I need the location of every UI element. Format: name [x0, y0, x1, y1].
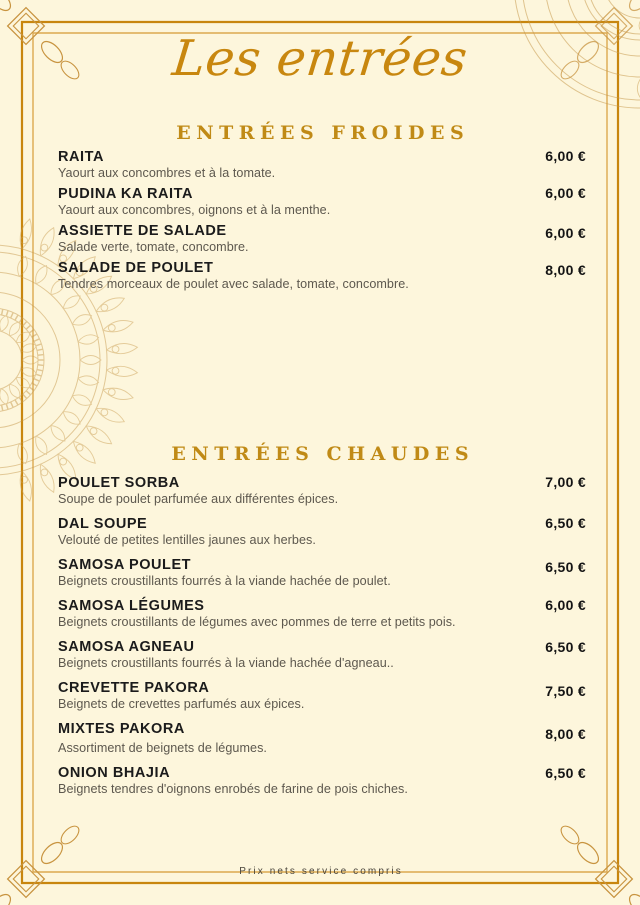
section-heading-hot-starters: ENTRÉES CHAUDES — [171, 443, 475, 465]
menu-item-price: 6,50 € — [545, 559, 586, 575]
menu-item-name: MIXTES PAKORA — [58, 721, 185, 737]
menu-list-cold-starters — [58, 148, 586, 296]
menu-item-description: Yaourt aux concombres, oignons et à la menthe. — [58, 203, 331, 217]
menu-item-price: 7,00 € — [545, 474, 586, 490]
footer-note: Prix nets service compris — [239, 866, 403, 877]
menu-item-name: PUDINA KA RAITA — [58, 186, 193, 202]
menu-item-description: Assortiment de beignets de légumes. — [58, 741, 267, 755]
menu-item-description: Beignets croustillants fourrés à la viande hachée de poulet. — [58, 574, 391, 588]
menu-item[interactable] — [58, 474, 586, 506]
menu-item[interactable] — [58, 764, 586, 796]
menu-item-description: Salade verte, tomate, concombre. — [58, 240, 249, 254]
menu-item-description: Beignets croustillants de légumes avec pommes de terre et petits pois. — [58, 615, 456, 629]
menu-item[interactable] — [58, 515, 586, 547]
menu-item[interactable] — [58, 222, 586, 254]
page-title: Les entrées — [169, 30, 471, 87]
ornament-bottom-right — [558, 823, 640, 905]
menu-item-description: Beignets de crevettes parfumés aux épices. — [58, 697, 305, 711]
menu-item-description: Beignets tendres d'oignons enrobés de farine de pois chiches. — [58, 782, 408, 796]
menu-list-hot-starters — [58, 474, 586, 805]
menu-item-price: 6,50 € — [545, 765, 586, 781]
menu-item-name: SAMOSA AGNEAU — [58, 639, 195, 655]
menu-item[interactable] — [58, 556, 586, 588]
menu-item-name: SAMOSA LÉGUMES — [58, 598, 205, 614]
menu-item-price: 6,00 € — [545, 597, 586, 613]
menu-item-name: ASSIETTE DE SALADE — [58, 223, 227, 239]
menu-item-name: POULET SORBA — [58, 475, 180, 491]
menu-item-price: 6,50 € — [545, 639, 586, 655]
menu-item-name: DAL SOUPE — [58, 516, 148, 532]
menu-item[interactable] — [58, 185, 586, 217]
menu-item-price: 6,00 € — [545, 225, 586, 241]
menu-item-price: 8,00 € — [545, 262, 586, 278]
menu-item-name: SALADE DE POULET — [58, 260, 214, 276]
menu-item-name: ONION BHAJIA — [58, 765, 171, 781]
menu-item-name: SAMOSA POULET — [58, 557, 192, 573]
ornament-bottom-left — [0, 823, 82, 905]
menu-item-price: 7,50 € — [545, 683, 586, 699]
menu-item-description: Soupe de poulet parfumée aux différentes épices. — [58, 492, 339, 506]
menu-item-name: RAITA — [58, 149, 104, 165]
menu-item-name: CREVETTE PAKORA — [58, 680, 210, 696]
menu-item-price: 6,00 € — [545, 185, 586, 201]
menu-item[interactable] — [58, 259, 586, 291]
menu-item-price: 8,00 € — [545, 726, 586, 742]
menu-item-description: Beignets croustillants fourrés à la viande hachée d'agneau.. — [58, 656, 394, 670]
menu-item-description: Velouté de petites lentilles jaunes aux herbes. — [58, 533, 316, 547]
menu-item[interactable] — [58, 720, 586, 755]
menu-item[interactable] — [58, 638, 586, 670]
menu-item-price: 6,00 € — [545, 148, 586, 164]
menu-item[interactable] — [58, 597, 586, 629]
menu-item[interactable] — [58, 148, 586, 180]
menu-item[interactable] — [58, 679, 586, 711]
section-heading-cold-starters: ENTRÉES FROIDES — [176, 122, 470, 144]
menu-item-description: Yaourt aux concombres et à la tomate. — [58, 166, 276, 180]
menu-item-price: 6,50 € — [545, 515, 586, 531]
menu-item-description: Tendres morceaux de poulet avec salade, tomate, concombre. — [58, 277, 409, 291]
